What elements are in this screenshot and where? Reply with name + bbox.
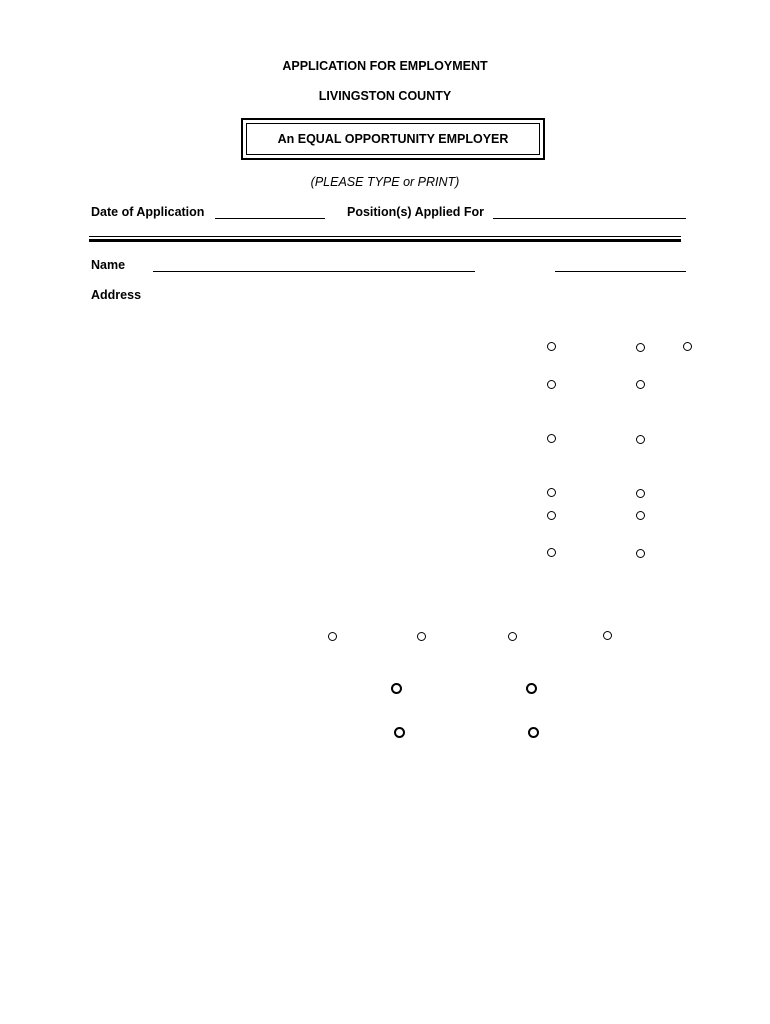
date-of-application-label: Date of Application bbox=[91, 205, 205, 219]
name-field[interactable] bbox=[153, 271, 475, 272]
radio-circle-icon[interactable] bbox=[547, 380, 556, 389]
radio-circle-icon[interactable] bbox=[417, 632, 426, 641]
radio-circle-icon[interactable] bbox=[528, 727, 539, 738]
radio-circle-icon[interactable] bbox=[683, 342, 692, 351]
radio-circle-icon[interactable] bbox=[547, 342, 556, 351]
divider-thin bbox=[89, 236, 681, 237]
eoe-text: An EQUAL OPPORTUNITY EMPLOYER bbox=[246, 123, 540, 155]
address-label: Address bbox=[91, 288, 142, 302]
radio-circle-icon[interactable] bbox=[603, 631, 612, 640]
radio-circle-icon[interactable] bbox=[636, 511, 645, 520]
radio-circle-icon[interactable] bbox=[508, 632, 517, 641]
form-title: APPLICATION FOR EMPLOYMENT bbox=[282, 59, 488, 73]
radio-circle-icon[interactable] bbox=[547, 548, 556, 557]
instructions: (PLEASE TYPE or PRINT) bbox=[310, 175, 460, 189]
name-label: Name bbox=[91, 258, 126, 272]
positions-applied-label: Position(s) Applied For bbox=[347, 205, 485, 219]
radio-circle-icon[interactable] bbox=[636, 435, 645, 444]
radio-circle-icon[interactable] bbox=[391, 683, 402, 694]
radio-circle-icon[interactable] bbox=[636, 549, 645, 558]
radio-circle-icon[interactable] bbox=[526, 683, 537, 694]
eoe-box bbox=[241, 118, 545, 160]
radio-circle-icon[interactable] bbox=[547, 434, 556, 443]
name-extra-field[interactable] bbox=[555, 271, 686, 272]
radio-circle-icon[interactable] bbox=[636, 489, 645, 498]
radio-circle-icon[interactable] bbox=[394, 727, 405, 738]
county-name: LIVINGSTON COUNTY bbox=[318, 89, 452, 103]
positions-applied-field[interactable] bbox=[493, 218, 686, 219]
date-of-application-field[interactable] bbox=[215, 218, 325, 219]
radio-circle-icon[interactable] bbox=[547, 511, 556, 520]
radio-circle-icon[interactable] bbox=[636, 343, 645, 352]
radio-circle-icon[interactable] bbox=[636, 380, 645, 389]
radio-circle-icon[interactable] bbox=[547, 488, 556, 497]
divider-thick bbox=[89, 239, 681, 242]
radio-circle-icon[interactable] bbox=[328, 632, 337, 641]
